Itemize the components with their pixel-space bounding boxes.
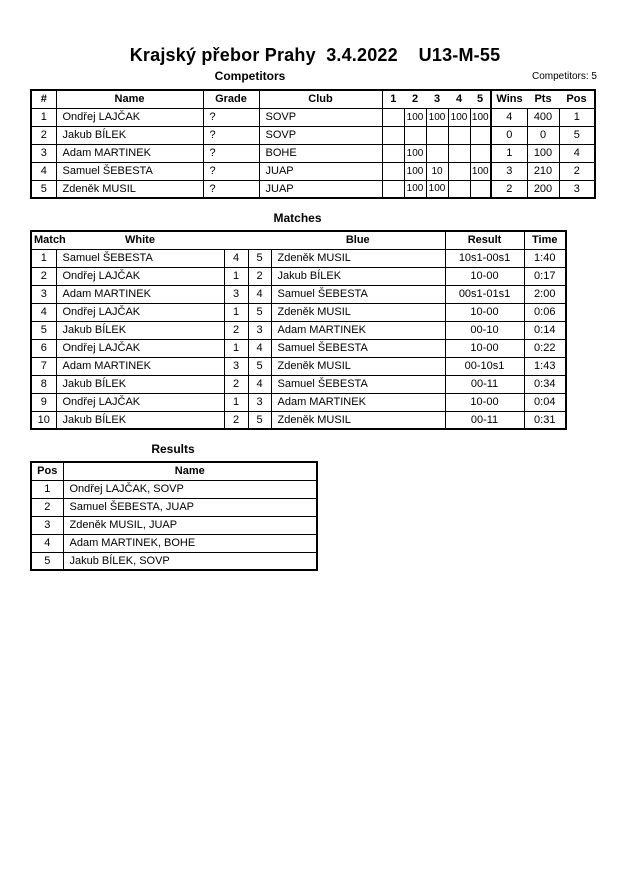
match-row [31, 303, 566, 321]
blue-player-number: 5 [248, 411, 271, 429]
match-time: 1:43 [524, 357, 566, 375]
col-header-name: Name [56, 90, 203, 108]
blue-player-number: 5 [248, 303, 271, 321]
white-player-number: 4 [224, 249, 248, 267]
match-number: 9 [31, 393, 56, 411]
col-header-result: Result [445, 231, 524, 249]
position-value: 1 [559, 108, 595, 126]
competitor-row [31, 108, 595, 126]
match-time: 1:40 [524, 249, 566, 267]
match-time: 0:06 [524, 303, 566, 321]
white-player-number: 1 [224, 339, 248, 357]
match-result: 00-10s1 [445, 357, 524, 375]
white-player-name: Jakub BÍLEK [56, 411, 224, 429]
blue-player-name: Zdeněk MUSIL [271, 249, 445, 267]
match-result: 10s1-00s1 [445, 249, 524, 267]
col-header-1: 1 [382, 90, 404, 108]
result-position: 1 [31, 480, 63, 498]
score-vs-5 [470, 126, 491, 144]
blue-player-number: 4 [248, 285, 271, 303]
match-number: 7 [31, 357, 56, 375]
position-value: 4 [559, 144, 595, 162]
white-player-name: Adam MARTINEK [56, 285, 224, 303]
blue-player-name: Zdeněk MUSIL [271, 357, 445, 375]
competitor-number: 4 [31, 162, 56, 180]
match-number: 5 [31, 321, 56, 339]
competitors-header-row [31, 90, 595, 108]
score-vs-1 [382, 108, 404, 126]
match-number: 6 [31, 339, 56, 357]
score-vs-3 [426, 126, 448, 144]
blue-player-number: 3 [248, 321, 271, 339]
match-row [31, 285, 566, 303]
white-player-number: 2 [224, 321, 248, 339]
matches-heading: Matches [273, 211, 322, 225]
score-vs-3 [426, 144, 448, 162]
result-position: 2 [31, 498, 63, 516]
col-header-blue: Blue [271, 231, 445, 249]
white-player-name: Ondřej LAJČAK [56, 303, 224, 321]
blue-player-number: 5 [248, 249, 271, 267]
col-header-pos: Pos [31, 462, 63, 480]
match-result: 10-00 [445, 267, 524, 285]
result-row [31, 498, 317, 516]
matches-table [30, 230, 567, 430]
wins-value: 1 [491, 144, 527, 162]
result-position: 3 [31, 516, 63, 534]
blue-player-number: 3 [248, 393, 271, 411]
points-value: 210 [527, 162, 559, 180]
match-result: 00-11 [445, 411, 524, 429]
matches-header-row [31, 231, 566, 249]
col-header-time: Time [524, 231, 566, 249]
col-header-5: 5 [470, 90, 491, 108]
blue-player-name: Zdeněk MUSIL [271, 303, 445, 321]
col-header-grade: Grade [203, 90, 259, 108]
competitor-grade: ? [203, 126, 259, 144]
result-competitor-name: Samuel ŠEBESTA, JUAP [63, 498, 317, 516]
col-header-blue-number [248, 231, 271, 249]
competitor-row [31, 162, 595, 180]
match-time: 0:31 [524, 411, 566, 429]
result-row [31, 534, 317, 552]
match-time: 0:34 [524, 375, 566, 393]
match-time: 0:14 [524, 321, 566, 339]
match-result: 10-00 [445, 393, 524, 411]
competitor-grade: ? [203, 180, 259, 198]
score-vs-2 [404, 126, 426, 144]
competitor-club: BOHE [259, 144, 382, 162]
wins-value: 4 [491, 108, 527, 126]
result-position: 5 [31, 552, 63, 570]
match-number: 4 [31, 303, 56, 321]
match-row [31, 393, 566, 411]
white-player-name: Adam MARTINEK [56, 357, 224, 375]
col-header-name: Name [63, 462, 317, 480]
points-value: 0 [527, 126, 559, 144]
match-row [31, 321, 566, 339]
match-time: 0:17 [524, 267, 566, 285]
competitor-grade: ? [203, 144, 259, 162]
white-player-number: 1 [224, 303, 248, 321]
col-header-white: White [56, 231, 224, 249]
competitor-name: Adam MARTINEK [56, 144, 203, 162]
score-vs-2: 100 [404, 108, 426, 126]
result-position: 4 [31, 534, 63, 552]
score-vs-4 [448, 180, 470, 198]
competitor-name: Jakub BÍLEK [56, 126, 203, 144]
match-row [31, 267, 566, 285]
col-header-white-number [224, 231, 248, 249]
score-vs-5 [470, 180, 491, 198]
wins-value: 2 [491, 180, 527, 198]
match-number: 3 [31, 285, 56, 303]
blue-player-number: 2 [248, 267, 271, 285]
blue-player-name: Samuel ŠEBESTA [271, 375, 445, 393]
result-row [31, 516, 317, 534]
score-vs-2: 100 [404, 162, 426, 180]
page-title: Krajský přebor Prahy 3.4.2022 U13-M-55 [129, 45, 501, 65]
match-number: 8 [31, 375, 56, 393]
match-result: 00s1-01s1 [445, 285, 524, 303]
score-vs-1 [382, 144, 404, 162]
white-player-name: Ondřej LAJČAK [56, 267, 224, 285]
results-table [30, 461, 318, 571]
score-vs-3: 10 [426, 162, 448, 180]
blue-player-name: Zdeněk MUSIL [271, 411, 445, 429]
col-header-pts: Pts [527, 90, 559, 108]
white-player-name: Ondřej LAJČAK [56, 393, 224, 411]
col-header-4: 4 [448, 90, 470, 108]
score-vs-1 [382, 162, 404, 180]
score-vs-4 [448, 126, 470, 144]
match-number: 2 [31, 267, 56, 285]
competitors-table [30, 89, 596, 199]
match-result: 10-00 [445, 339, 524, 357]
result-competitor-name: Zdeněk MUSIL, JUAP [63, 516, 317, 534]
match-row [31, 411, 566, 429]
competitor-club: SOVP [259, 108, 382, 126]
col-header-pos: Pos [559, 90, 595, 108]
col-header-wins: Wins [491, 90, 527, 108]
score-vs-5: 100 [470, 162, 491, 180]
white-player-name: Ondřej LAJČAK [56, 339, 224, 357]
score-vs-2: 100 [404, 180, 426, 198]
competitor-row [31, 126, 595, 144]
competitor-club: JUAP [259, 180, 382, 198]
white-player-name: Jakub BÍLEK [56, 375, 224, 393]
result-row [31, 552, 317, 570]
white-player-number: 2 [224, 411, 248, 429]
match-time: 0:04 [524, 393, 566, 411]
competitor-number: 1 [31, 108, 56, 126]
col-header-match: Match [31, 231, 56, 249]
results-header-row [31, 462, 317, 480]
white-player-number: 3 [224, 357, 248, 375]
score-vs-1 [382, 126, 404, 144]
results-heading: Results [151, 442, 195, 456]
score-vs-3: 100 [426, 108, 448, 126]
position-value: 2 [559, 162, 595, 180]
result-row [31, 480, 317, 498]
blue-player-name: Adam MARTINEK [271, 393, 445, 411]
competitor-number: 2 [31, 126, 56, 144]
match-time: 2:00 [524, 285, 566, 303]
result-competitor-name: Ondřej LAJČAK, SOVP [63, 480, 317, 498]
score-vs-3: 100 [426, 180, 448, 198]
blue-player-number: 4 [248, 339, 271, 357]
match-result: 00-11 [445, 375, 524, 393]
points-value: 200 [527, 180, 559, 198]
match-number: 10 [31, 411, 56, 429]
score-vs-4: 100 [448, 108, 470, 126]
score-vs-5 [470, 144, 491, 162]
white-player-name: Samuel ŠEBESTA [56, 249, 224, 267]
competitor-club: SOVP [259, 126, 382, 144]
score-vs-5: 100 [470, 108, 491, 126]
competitors-count: Competitors: 5 [531, 71, 597, 82]
blue-player-name: Adam MARTINEK [271, 321, 445, 339]
position-value: 3 [559, 180, 595, 198]
score-vs-2: 100 [404, 144, 426, 162]
wins-value: 0 [491, 126, 527, 144]
score-vs-1 [382, 180, 404, 198]
match-row [31, 375, 566, 393]
competitor-grade: ? [203, 108, 259, 126]
white-player-name: Jakub BÍLEK [56, 321, 224, 339]
competitor-club: JUAP [259, 162, 382, 180]
blue-player-number: 5 [248, 357, 271, 375]
white-player-number: 3 [224, 285, 248, 303]
score-vs-4 [448, 162, 470, 180]
competitor-row [31, 180, 595, 198]
match-number: 1 [31, 249, 56, 267]
match-result: 10-00 [445, 303, 524, 321]
white-player-number: 2 [224, 375, 248, 393]
competitor-row [31, 144, 595, 162]
match-row [31, 249, 566, 267]
match-row [31, 339, 566, 357]
white-player-number: 1 [224, 267, 248, 285]
col-header-2: 2 [404, 90, 426, 108]
competitors-heading: Competitors [214, 69, 286, 83]
competitor-name: Zdeněk MUSIL [56, 180, 203, 198]
col-header-club: Club [259, 90, 382, 108]
position-value: 5 [559, 126, 595, 144]
result-competitor-name: Jakub BÍLEK, SOVP [63, 552, 317, 570]
points-value: 400 [527, 108, 559, 126]
competitor-name: Ondřej LAJČAK [56, 108, 203, 126]
match-time: 0:22 [524, 339, 566, 357]
blue-player-name: Samuel ŠEBESTA [271, 285, 445, 303]
competitor-number: 5 [31, 180, 56, 198]
score-vs-4 [448, 144, 470, 162]
result-competitor-name: Adam MARTINEK, BOHE [63, 534, 317, 552]
col-header-3: 3 [426, 90, 448, 108]
col-header-number: # [31, 90, 56, 108]
match-result: 00-10 [445, 321, 524, 339]
competitor-name: Samuel ŠEBESTA [56, 162, 203, 180]
blue-player-name: Jakub BÍLEK [271, 267, 445, 285]
wins-value: 3 [491, 162, 527, 180]
blue-player-number: 4 [248, 375, 271, 393]
blue-player-name: Samuel ŠEBESTA [271, 339, 445, 357]
points-value: 100 [527, 144, 559, 162]
competitor-grade: ? [203, 162, 259, 180]
competitor-number: 3 [31, 144, 56, 162]
match-row [31, 357, 566, 375]
white-player-number: 1 [224, 393, 248, 411]
